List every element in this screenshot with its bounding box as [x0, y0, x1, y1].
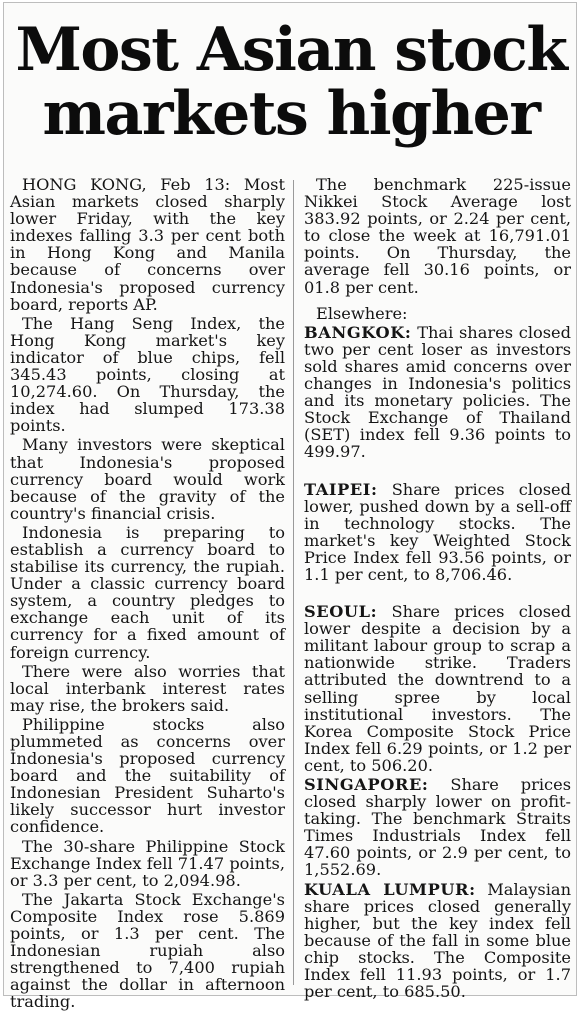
market-text: Thai shares closed two per cent loser as investors sold shares amid concerns over changes in Indonesia's politics and its monetary policies. The Stock Exchange of Thailand (SET) index fell 9.36 points to 499.97.	[304, 322, 571, 462]
article-paragraph: Indonesia is preparing to establish a currency board to stabilise its currency, the rupiah. Under a classic currency board system, a country pledges to exchange each unit of its currency for a fixed amount of foreign currency.	[10, 522, 285, 662]
market-singapore	[304, 776, 571, 879]
left-column	[10, 176, 285, 1013]
headline	[0, 15, 582, 149]
market-seoul	[304, 603, 571, 774]
market-taipei	[304, 481, 571, 584]
article-paragraph: The Jakarta Stock Exchange's Composite Index rose 5.869 points, or 1.3 per cent. The Indonesian rupiah also strengthened to 7,400 rupiah against the dollar in afternoon trading.	[10, 889, 285, 1012]
headline-line-2: markets higher	[42, 79, 540, 149]
city-label: KUALA LUMPUR:	[304, 879, 476, 899]
article-paragraph: Many investors were skeptical that Indonesia's proposed currency board would work because of the gravity of the country's financial crisis.	[10, 435, 285, 523]
article-paragraph: Philippine stocks also plummeted as concerns over Indonesia's proposed currency board and the suitability of Indonesian President Suharto's likely successor hurt investor confidence.	[10, 714, 285, 837]
city-label: SEOUL:	[304, 602, 378, 622]
market-text: Share prices closed sharply lower on profit-taking. The benchmark Straits Times Industrials Index fell 47.60 points, or 2.9 per cent, to 1,552.69.	[304, 775, 571, 880]
city-label: SINGAPORE:	[304, 775, 429, 794]
article-paragraph: There were also worries that local interbank interest rates may rise, the brokers said.	[10, 661, 285, 715]
city-label: TAIPEI:	[304, 479, 378, 499]
article-paragraph: HONG KONG, Feb 13: Most Asian markets closed sharply lower Friday, with the key indexes falling 3.3 per cent both in Hong Kong and Manila because of concerns over Indonesia's proposed currency board, reports AP.	[10, 175, 285, 314]
market-text: Share prices closed lower, pushed down by a sell-off in technology stocks. The market's key Weighted Stock Price Index fell 93.56 points, or 1.1 per cent, to 8,706.46.	[304, 479, 571, 584]
elsewhere-label: Elsewhere:	[316, 303, 408, 323]
article-paragraph: The Hang Seng Index, the Hong Kong market's key indicator of blue chips, fell 345.43 points, closing at 10,274.60. On Thursday, the index had slumped 173.38 points.	[10, 313, 285, 436]
headline-line-1: Most Asian stock	[15, 15, 567, 85]
market-text: Malaysian share prices closed generally higher, but the key index fell because of the fall in some blue chip stocks. The Composite Index fell 11.93 points, or 1.7 per cent, to 685.50.	[304, 879, 571, 1002]
column-rule	[293, 180, 294, 985]
market-kuala-lumpur	[304, 881, 571, 1001]
city-label: BANGKOK:	[304, 322, 412, 342]
market-bangkok	[304, 324, 571, 461]
article-paragraph: The 30-share Philippine Stock Exchange Index fell 71.47 points, or 3.3 per cent, to 2,094.98.	[10, 836, 285, 890]
nikkei-paragraph: The benchmark 225-issue Nikkei Stock Average lost 383.92 points, or 2.24 per cent, to close the week at 16,791.01 points. On Thursday, the average fell 30.16 points, or 01.8 per cent.	[304, 175, 571, 297]
market-text: Share prices closed lower despite a decision by a militant labour group to scrap a nationwide strike. Traders attributed the downtrend to a selling spree by local institutional investors. The Korea Composite Stock Price Index fell 6.29 points, or 1.2 per cent, to 506.20.	[304, 602, 571, 775]
right-column	[304, 176, 571, 1002]
